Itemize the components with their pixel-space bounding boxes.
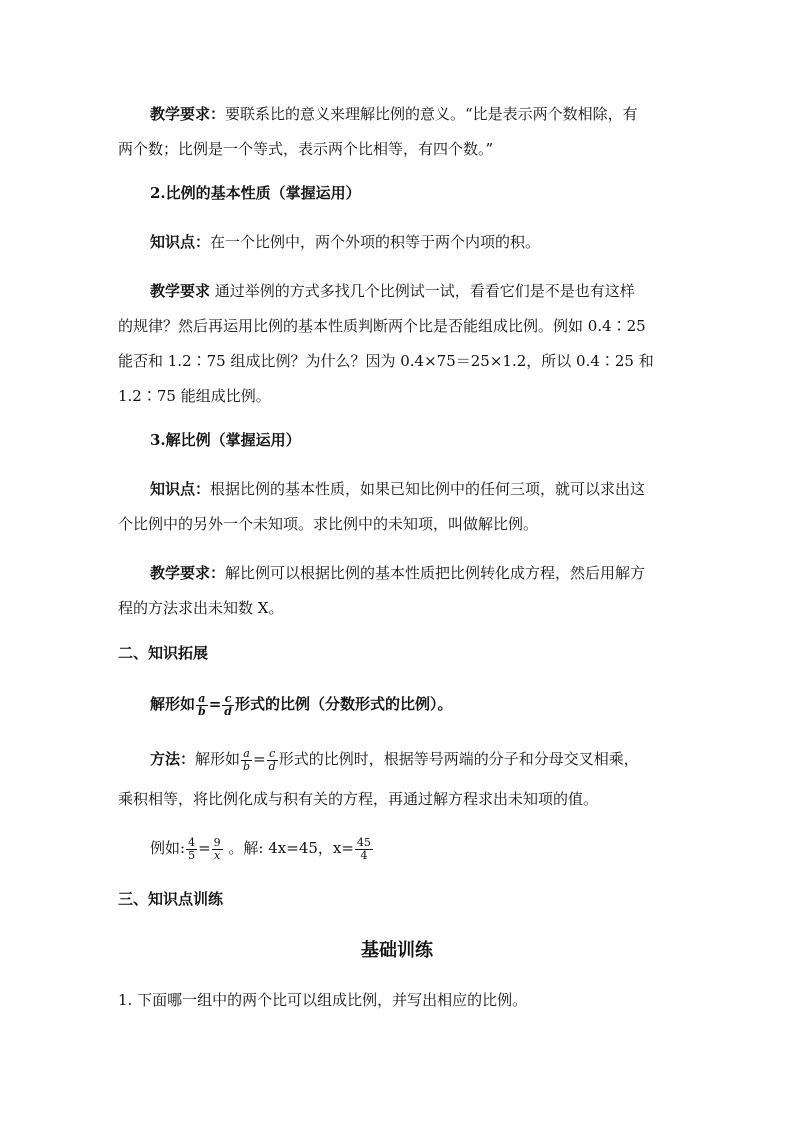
extension-formula-line: 解形如 $\frac{a}{b}$ = $\frac{c}{d}$ 形式的比例（分数形式的比例）。: [150, 691, 453, 718]
fraction-9-over-x: $\frac{9}{x}$: [213, 835, 221, 862]
label-method: 方法：: [150, 750, 196, 768]
knowledge-point-2-line-1: 知识点：根据比例的基本性质，如果已知比例中的任何三项，就可以求出这: [150, 480, 646, 498]
teaching-requirement-1-line-2: 两个数；比例是一个等式，表示两个比相等，有四个数。”: [118, 140, 494, 158]
knowledge-point-1: 知识点：在一个比例中，两个外项的积等于两个内项的积。: [150, 233, 541, 251]
teaching-requirement-2-line-3: 能否和 1.2∶75 组成比例？为什么？因为 0.4×75＝25×1.2，所以 0.4∶25 和: [118, 352, 654, 370]
question-1: 1. 下面哪一组中的两个比可以组成比例，并写出相应的比例。: [118, 991, 528, 1009]
knowledge-point-2-line-2: 个比例中的另外一个未知项。求比例中的未知项，叫做解比例。: [118, 515, 539, 533]
fraction-a-over-b: $\frac{a}{b}$: [243, 746, 251, 773]
fraction-c-over-d: $\frac{c}{d}$: [268, 746, 276, 773]
label-teaching-requirement: 教学要求：: [150, 564, 226, 582]
teaching-requirement-3-line-1: 教学要求：解比例可以根据比例的基本性质把比例转化成方程，然后用解方: [150, 564, 646, 582]
method-line-2: 乘积相等，将比例化成与积有关的方程，再通过解方程求出未知项的值。: [118, 790, 599, 808]
section-heading-solve-proportion: 3.解比例（掌握运用）: [150, 431, 301, 449]
page-title-basic-training: 基础训练: [361, 940, 433, 961]
fraction-a-over-b: $\frac{a}{b}$: [198, 691, 206, 718]
label-teaching-requirement: 教学要求：: [150, 105, 226, 123]
section-heading-knowledge-extension: 二、知识拓展: [118, 644, 209, 662]
teaching-requirement-2-line-4: 1.2∶75 能组成比例。: [118, 387, 271, 405]
section-heading-knowledge-training: 三、知识点训练: [118, 890, 224, 908]
teaching-requirement-1-line-1: 教学要求：要联系比的意义来理解比例的意义。“比是表示两个数相除，有: [150, 105, 638, 123]
method-line-1: 方法：解形如 $\frac{a}{b}$ = $\frac{c}{d}$ 形式的比例时，根据等号两端的分子和分母交叉相乘，: [150, 746, 639, 773]
teaching-requirement-3-line-2: 程的方法求出未知数 X。: [118, 599, 284, 617]
label-teaching-requirement: 教学要求: [150, 282, 211, 300]
label-knowledge-point: 知识点：: [150, 233, 211, 251]
example-line: 例如: $\frac{4}{5}$ = $\frac{9}{x}$ 。解: 4x=45，x= $\frac{45}{4}$: [150, 835, 371, 862]
fraction-c-over-d: $\frac{c}{d}$: [224, 691, 232, 718]
section-heading-basic-property: 2.比例的基本性质（掌握运用）: [150, 184, 361, 202]
fraction-4-over-5: $\frac{4}{5}$: [188, 835, 196, 862]
label-knowledge-point: 知识点：: [150, 480, 211, 498]
fraction-45-over-4: $\frac{45}{4}$: [356, 835, 371, 862]
teaching-requirement-2-line-2: 的规律？然后再运用比例的基本性质判断两个比是否能组成比例。例如 0.4∶25: [118, 317, 646, 335]
teaching-requirement-2-line-1: 教学要求 通过举例的方式多找几个比例试一试，看看它们是不是也有这样: [150, 282, 635, 300]
